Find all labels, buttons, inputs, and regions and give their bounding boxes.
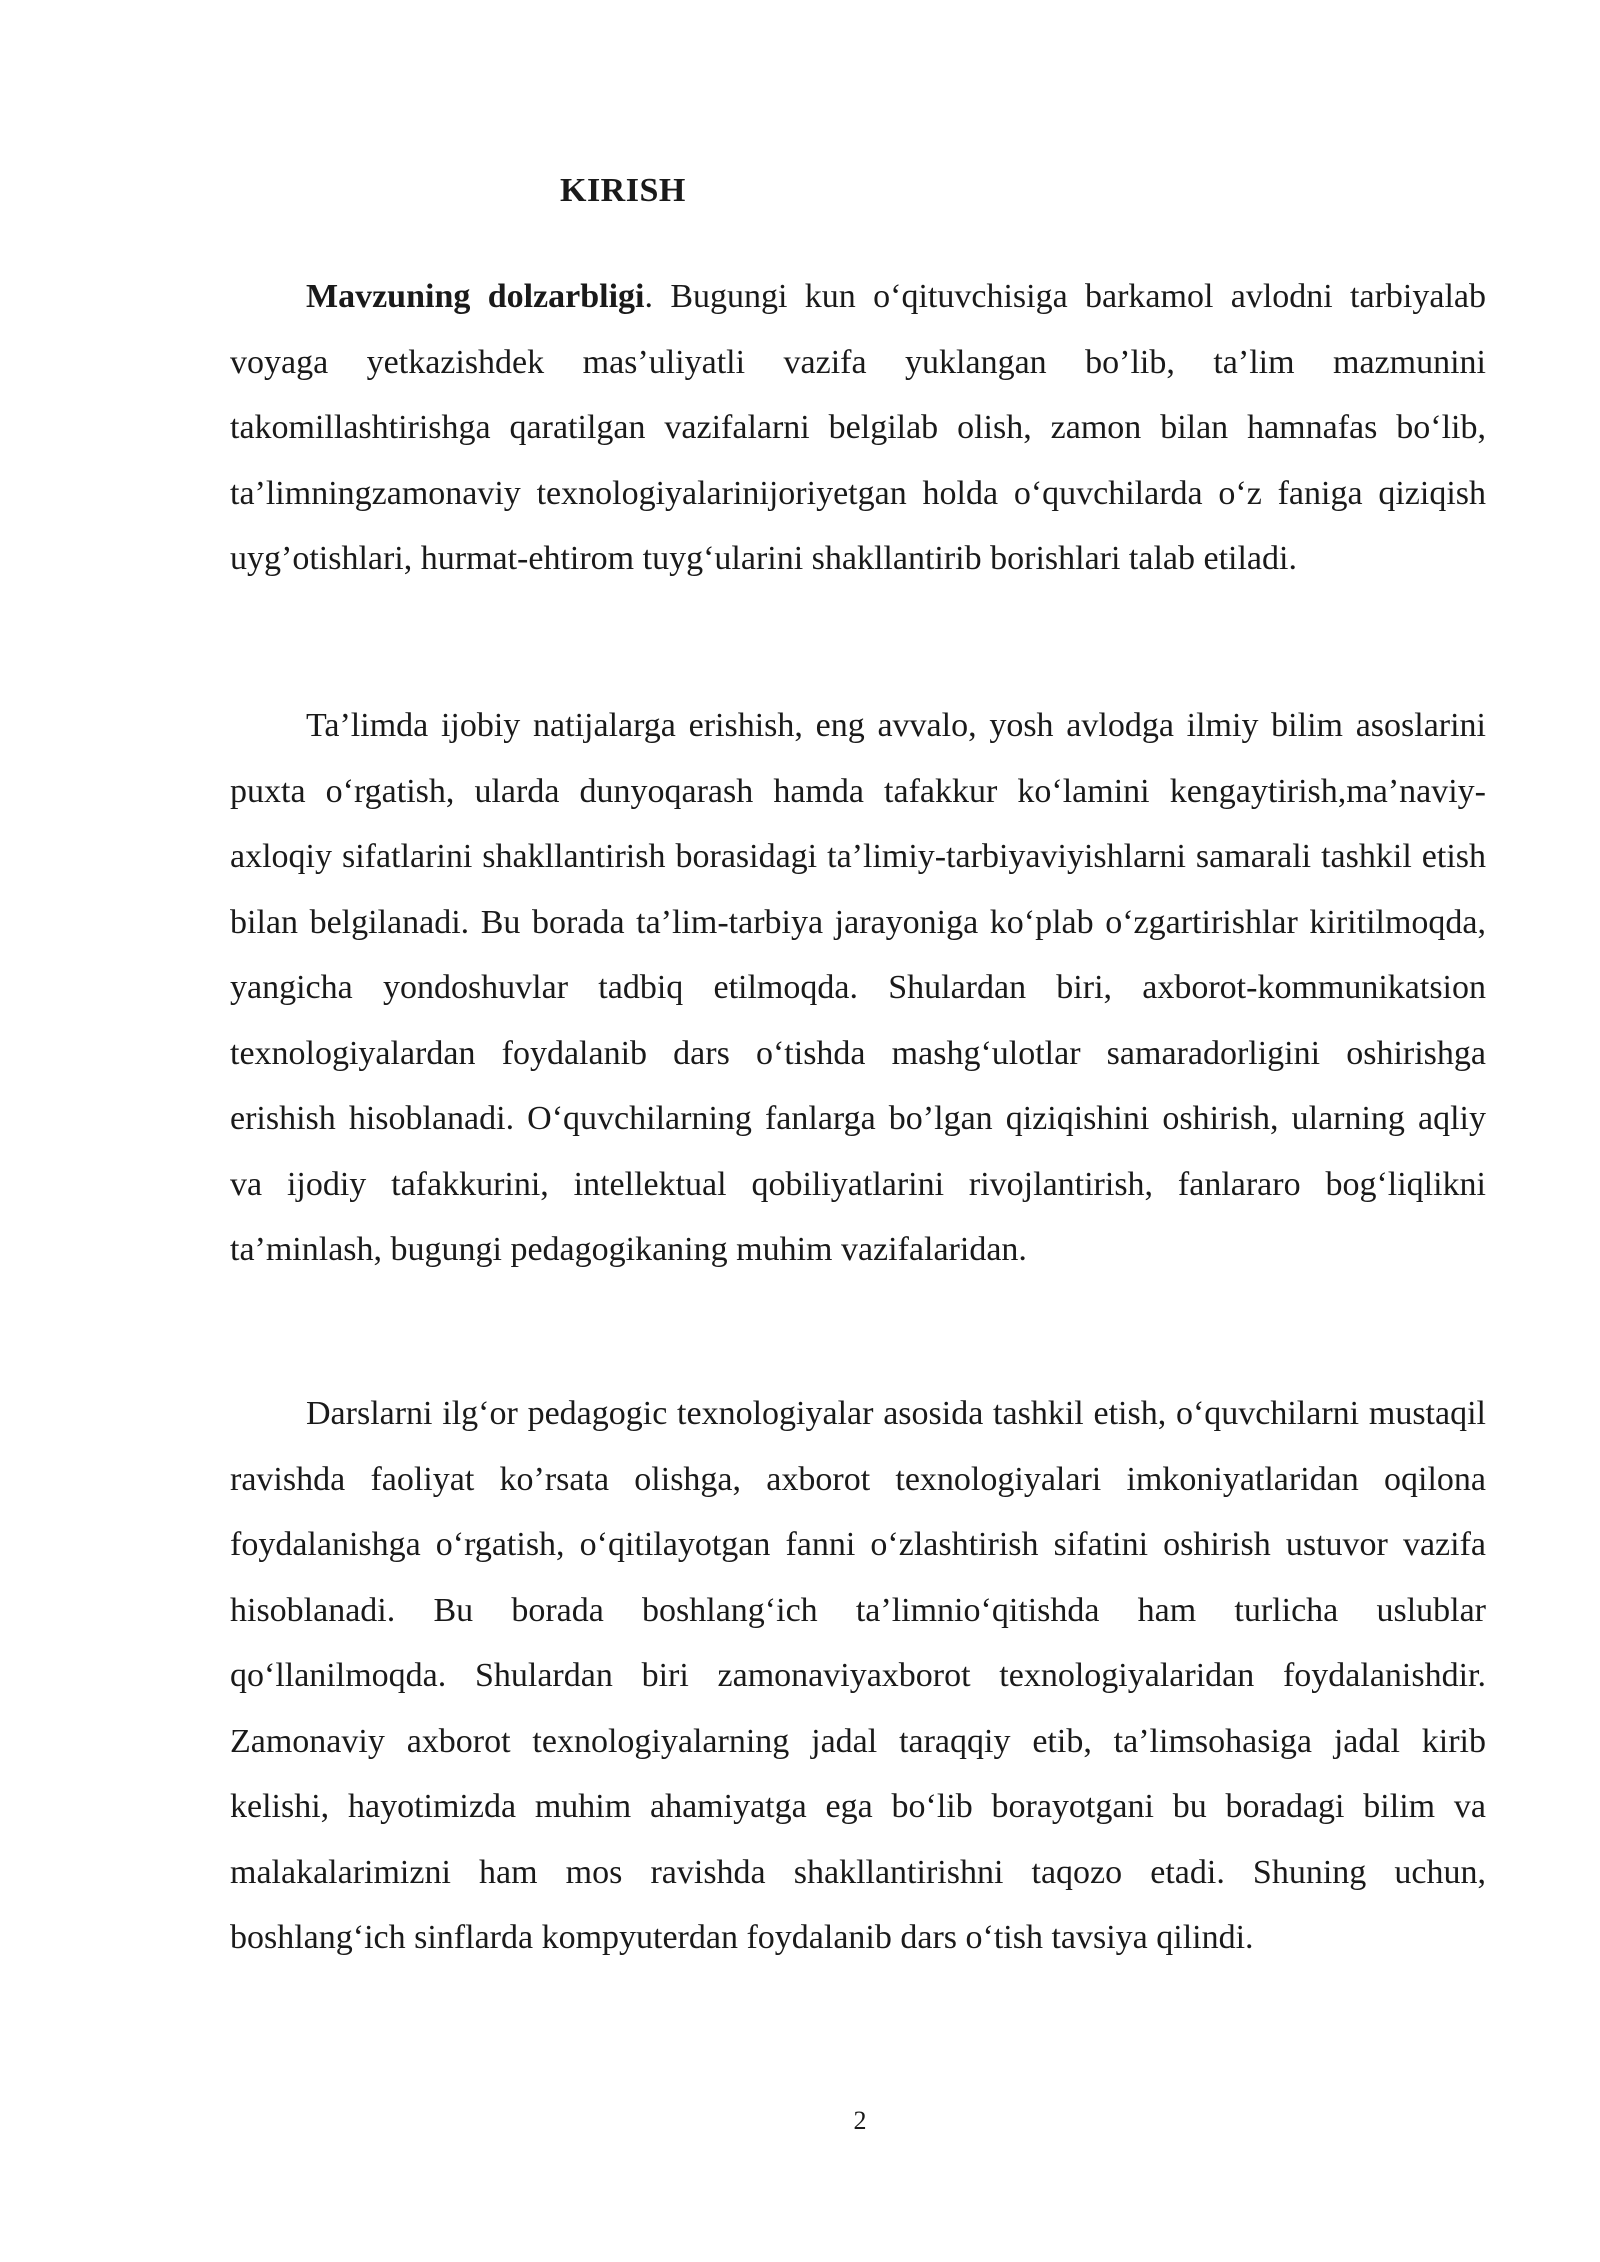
paragraph-lead: Mavzuning dolzarbligi <box>306 278 645 315</box>
paragraph-text: . Bugungi kun o‘qituvchisiga barkamol avlodni tarbiyalab voyaga yetkazishdek mas’uliyatli vazifa yuklangan bo’lib, ta’lim mazmunini takomillashtirishga qaratilgan vazifalarni belgilab olish, zamon bilan hamnafas bo‘lib, ta’limningzamonaviy texnologiyalarinijoriyetgan holda o‘quvchilarda o‘z faniga qiziqish uyg’otishlari, hurmat-ehtirom tuyg‘ularini shakllantirib borishlari talab etiladi. <box>230 278 1486 577</box>
section-heading: KIRISH <box>560 172 686 209</box>
paragraph-relevance <box>230 264 1486 592</box>
paragraph-pedagogic-technologies: Darslarni ilg‘or pedagogic texnologiyalar asosida tashkil etish, o‘quvchilarni mustaqil ravishda faoliyat ko’rsata olishga, axborot texnologiyalari imkoniyatlaridan oqilona foydalanishga o‘rgatish, o‘qitilayotgan fanni o‘zlashtirish sifatini oshirish ustuvor vazifa hisoblanadi. Bu borada boshlang‘ich ta’limnio‘qitishda ham turlicha uslublar qo‘llanilmoqda. Shulardan biri zamonaviyaxborot texnologiyalaridan foydalanishdir. Zamonaviy axborot texnologiyalarning jadal taraqqiy etib, ta’limsohasiga jadal kirib kelishi, hayotimizda muhim ahamiyatga ega bo‘lib borayotgani bu boradagi bilim va malakalarimizni ham mos ravishda shakllantirishni taqozo etadi. Shuning uchun, boshlang‘ich sinflarda kompyuterdan foydalanib dars o‘tish tavsiya qilindi. <box>230 1395 1486 1956</box>
page-number: 2 <box>853 2106 867 2135</box>
paragraph-education-results: Ta’limda ijobiy natijalarga erishish, eng avvalo, yosh avlodga ilmiy bilim asoslarini puxta o‘rgatish, ularda dunyoqarash hamda tafakkur ko‘lamini kengaytirish,ma’naviy-axloqiy sifatlarini shakllantirish borasidagi ta’limiy-tarbiyaviyishlarni samarali tashkil etish bilan belgilanadi. Bu borada ta’lim-tarbiya jarayoniga ko‘plab o‘zgartirishlar kiritilmoqda, yangicha yondoshuvlar tadbiq etilmoqda. Shulardan biri, axborot-kommunikatsion texnologiyalardan foydalanib dars o‘tishda mashg‘ulotlar samaradorligini oshirishga erishish hisoblanadi. O‘quvchilarning fanlarga bo’lgan qiziqishini oshirish, ularning aqliy va ijodiy tafakkurini, intellektual qobiliyatlarini rivojlantirish, fanlararo bog‘liqlikni ta’minlash, bugungi pedagogikaning muhim vazifalaridan. <box>230 707 1486 1268</box>
